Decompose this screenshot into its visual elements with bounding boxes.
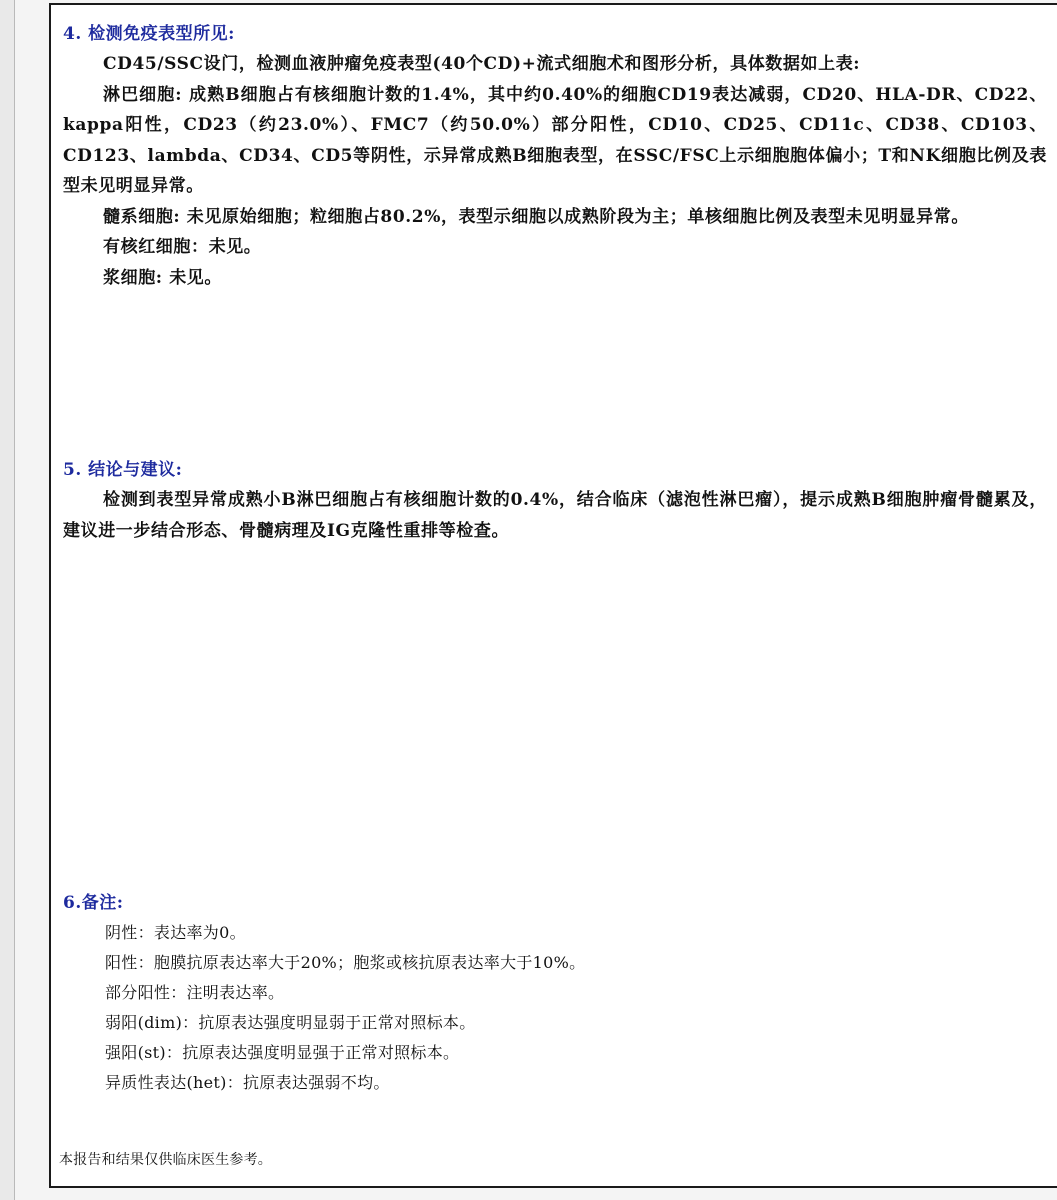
remark-negative: 阴性：表达率为0。 [105,923,246,942]
conclusion-section [63,455,1047,546]
remark-heterogeneous: 异质性表达(het)：抗原表达强弱不均。 [105,1073,390,1092]
remark-positive: 阳性：胞膜抗原表达率大于20%；胞浆或核抗原表达率大于10%。 [105,953,586,972]
nucleated-rbc-findings: 有核红细胞：未见。 [103,237,262,257]
section-6-title: 6.备注: [63,893,124,913]
report-disclaimer: 本报告和结果仅供临床医生参考。 [59,1152,272,1168]
immunophenotype-findings-section [63,19,1047,293]
lymphocyte-findings-paragraph: 淋巴细胞: 成熟B细胞占有核细胞计数的1.4%，其中约0.40%的细胞CD19表达减弱，CD20、HLA-DR、CD22、kappa阳性，CD23（约23.0%）、FMC7（约50.0%）部分阳性，CD10、CD25、CD11c、CD38、CD103、CD123、lambda、CD34、CD5等阴性，示异常成熟B细胞表型，在SSC/FSC上示细胞胞体偏小；T和NK细胞比例及表型未见明显异常。 [63,84,1047,196]
remark-strong: 强阳(st)：抗原表达强度明显强于正常对照标本。 [105,1043,460,1062]
conclusion-paragraph: 检测到表型异常成熟小B淋巴细胞占有核细胞计数的0.4%，结合临床（滤泡性淋巴瘤），提示成熟B细胞肿瘤骨髓累及，建议进一步结合形态、骨髓病理及IG克隆性重排等检查。 [63,490,1047,541]
remark-dim: 弱阳(dim)：抗原表达强度明显弱于正常对照标本。 [105,1013,476,1032]
left-margin-strip [0,0,15,1200]
myeloid-findings-paragraph: 髓系细胞: 未见原始细胞；粒细胞占80.2%，表型示细胞以成熟阶段为主；单核细胞比例及表型未见明显异常。 [103,206,969,227]
report-page [49,3,1057,1188]
section-4-title: 4. 检测免疫表型所见: [63,24,235,44]
plasma-cell-findings: 浆细胞: 未见。 [103,267,222,288]
section-5-title: 5. 结论与建议: [63,460,183,480]
remark-partial-positive: 部分阳性：注明表达率。 [105,983,285,1002]
gating-intro-paragraph: CD45/SSC设门，检测血液肿瘤免疫表型(40个CD)+流式细胞术和图形分析，具体数据如上表: [103,54,861,74]
remarks-section [63,888,1047,1098]
